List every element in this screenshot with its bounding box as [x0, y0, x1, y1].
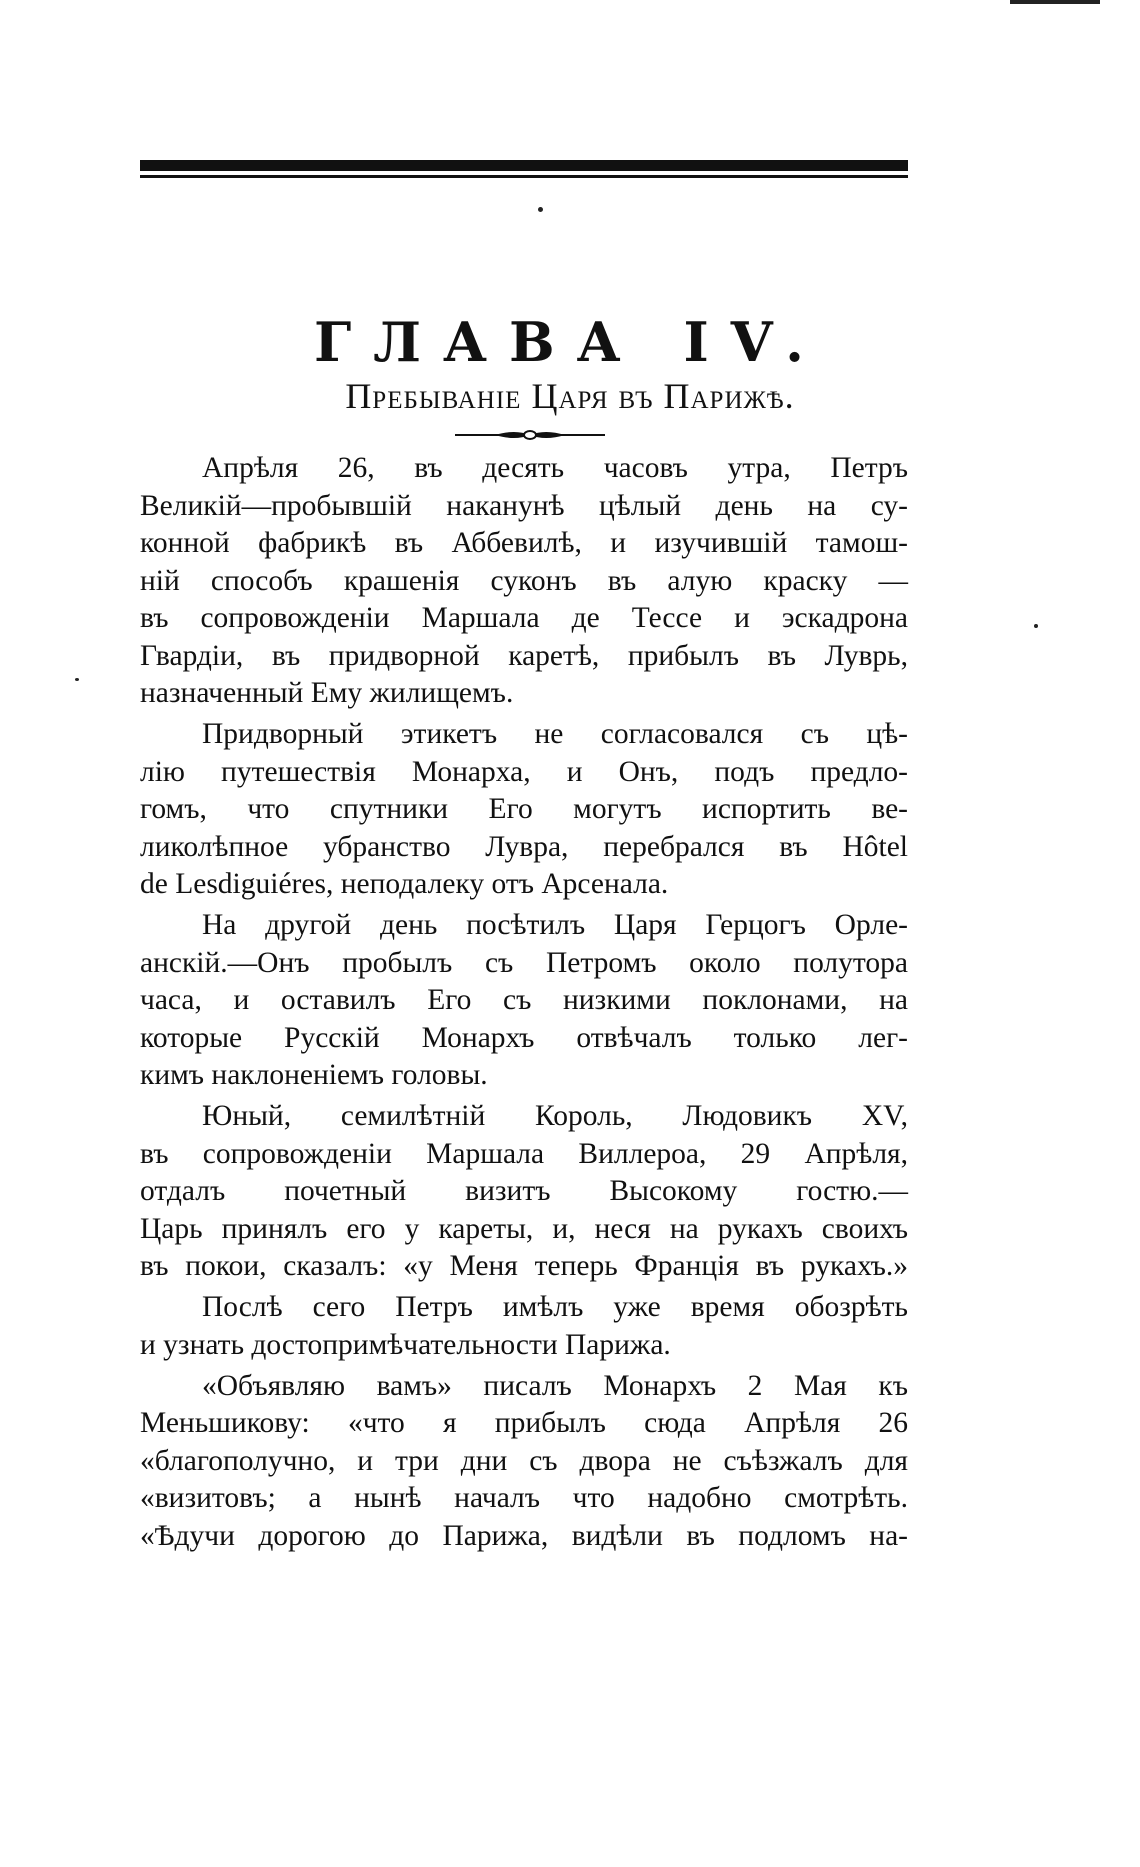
- text-line: которые Русскiй Монархъ отвѣчалъ только лег-: [140, 1021, 908, 1054]
- text-line: Придворный этикетъ не согласовался съ цѣ-: [202, 718, 908, 750]
- text-line: въ сопровожденiи Маршала де Тессе и эскадрона: [140, 602, 908, 634]
- ink-speck: [538, 207, 543, 212]
- paragraph-5: [140, 1289, 908, 1364]
- chapter-title: ГЛАВА IV.: [314, 310, 826, 374]
- paragraph-6: [140, 1368, 908, 1556]
- ornament-divider-icon: [455, 428, 605, 442]
- text-line: и узнать достопримѣчательности Парижа.: [140, 1328, 671, 1361]
- text-line: анскiй.—Онъ пробылъ съ Петромъ около полутора: [140, 946, 908, 979]
- text-line: На другой день посѣтилъ Царя Герцогъ Орле-: [202, 909, 908, 941]
- text-line: конной фабрикѣ въ Аббевилѣ, и изучившiй тамош-: [140, 527, 908, 559]
- paragraph-3: [140, 907, 908, 1095]
- text-line: Великiй—пробывшiй наканунѣ цѣлый день на су-: [140, 489, 908, 522]
- header-rule-thin: [140, 175, 908, 178]
- paragraph-1: [140, 450, 908, 713]
- text-line: въ сопровожденiи Маршала Виллероа, 29 Апрѣля,: [140, 1137, 908, 1170]
- text-line: ликолѣпное убранство Лувра, перебрался въ Hôtel: [140, 830, 908, 863]
- text-line: Юный, семилѣтнiй Король, Людовикъ XV,: [202, 1100, 908, 1132]
- text-line: лiю путешествiя Монарха, и Онъ, подъ предло-: [140, 755, 908, 788]
- text-line: «Объявляю вамъ» писалъ Монархъ 2 Мая къ: [202, 1369, 908, 1402]
- text-line: Гвардiи, въ придворной каретѣ, прибылъ въ Луврь,: [140, 639, 908, 672]
- ink-speck: [75, 678, 79, 681]
- chapter-body: [140, 450, 908, 1559]
- header-rule-thick: [140, 160, 908, 171]
- text-line: кимъ наклоненiемъ головы.: [140, 1059, 488, 1091]
- ink-speck: [1034, 624, 1038, 628]
- text-line: часа, и оставилъ Его съ низкими поклонами, на: [140, 984, 908, 1016]
- text-line: назначенный Ему жилищемъ.: [140, 677, 514, 709]
- paragraph-4: [140, 1098, 908, 1286]
- header-rule: [140, 160, 908, 180]
- text-line: Послѣ сего Петръ имѣлъ уже время обозрѣть: [202, 1291, 908, 1323]
- scan-edge-mark: [1010, 0, 1100, 4]
- text-line: «визитовъ; а нынѣ началъ что надобно смотрѣть.: [140, 1482, 908, 1514]
- paragraph-2: [140, 716, 908, 904]
- chapter-subtitle: Пребыванiе Царя въ Парижѣ.: [345, 376, 795, 416]
- text-line: «Ѣдучи дорогою до Парижа, видѣли въ подломъ на-: [140, 1519, 908, 1552]
- text-line: Меньшикову: «что я прибылъ сюда Апрѣля 26: [140, 1407, 908, 1439]
- text-line: отдалъ почетный визитъ Высокому гостю.—: [140, 1175, 908, 1207]
- text-line: de Lesdiguiéres, неподалеку отъ Арсенала.: [140, 868, 669, 900]
- text-line: гомъ, что спутники Его могутъ испортить ве-: [140, 793, 908, 825]
- text-line: нiй способъ крашенiя суконъ въ алую краску —: [140, 564, 908, 597]
- text-line: Царь принялъ его у кареты, и, неся на рукахъ своихъ: [140, 1212, 908, 1245]
- text-line: «благополучно, и три дни съ двора не съѣзжалъ для: [140, 1444, 908, 1477]
- text-line: Апрѣля 26, въ десять часовъ утра, Петръ: [202, 452, 908, 484]
- text-line: въ покои, сказалъ: «у Меня теперь Францiя въ рукахъ.»: [140, 1250, 908, 1282]
